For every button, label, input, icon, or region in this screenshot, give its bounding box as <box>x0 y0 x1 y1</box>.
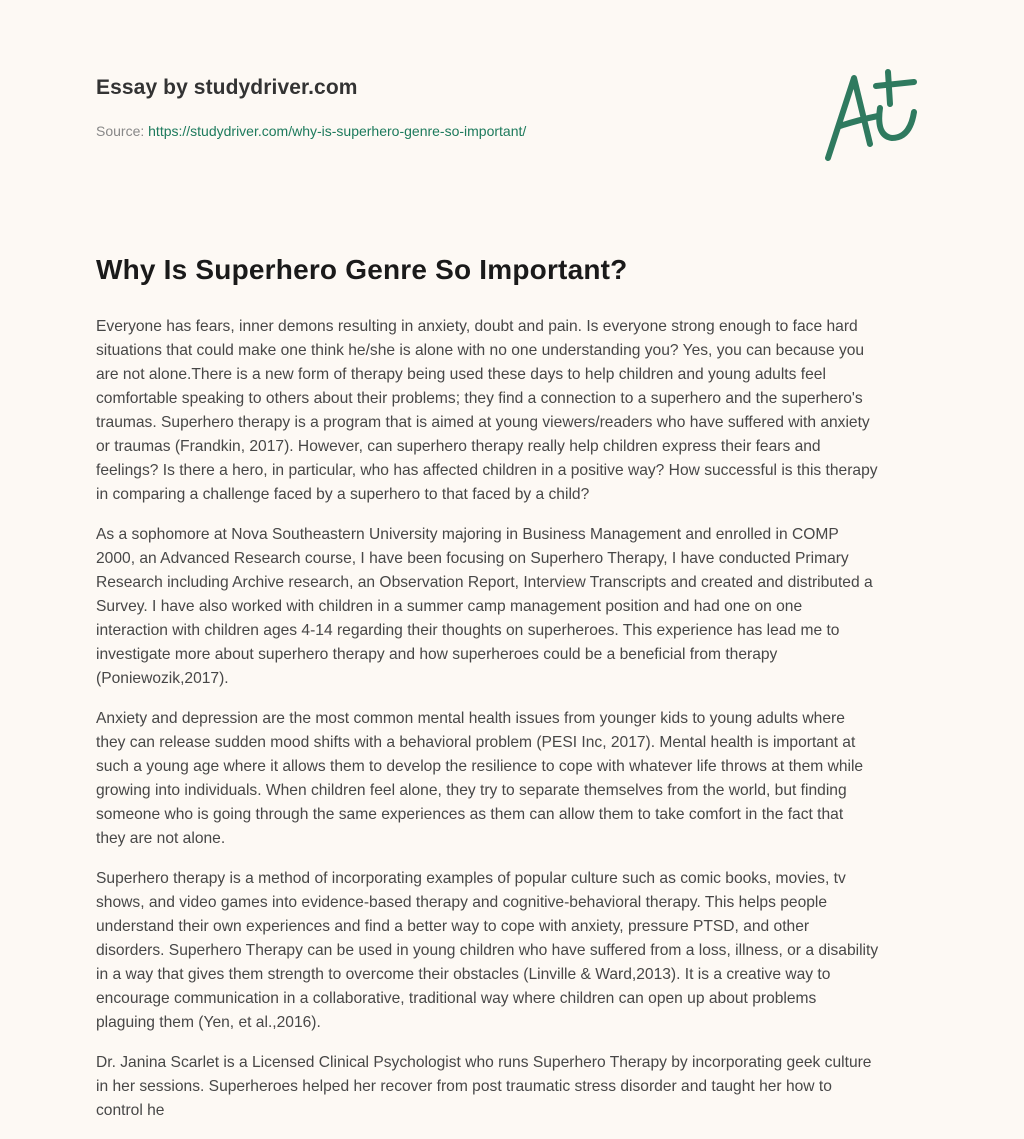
text-line: are not alone.There is a new form of therapy being used these days to help children and young adults feel <box>96 366 826 383</box>
text-line: they can release sudden mood shifts with a behavioral problem (PESI Inc, 2017). Mental health is important at <box>96 734 856 751</box>
source-line <box>96 123 526 139</box>
text-line: in comparing a challenge faced by a superhero to that faced by a child? <box>96 486 590 503</box>
text-line: (Poniewozik,2017). <box>96 670 229 687</box>
essay-body <box>96 315 946 1139</box>
text-line: comfortable speaking to others about their problems; they find a connection to a superhero and the superhero's <box>96 390 863 407</box>
text-line: or traumas (Frandkin, 2017). However, can superhero therapy really help children express their fears and <box>96 438 821 455</box>
text-line: Research including Archive research, an Observation Report, Interview Transcripts and created and distributed a <box>96 574 873 591</box>
text-line: in a way that gives them strength to overcome their obstacles (Linville & Ward,2013). It is a creative way to <box>96 966 831 983</box>
text-line: Superhero therapy is a method of incorporating examples of popular culture such as comic books, movies, tv <box>96 870 846 887</box>
text-line: Dr. Janina Scarlet is a Licensed Clinical Psychologist who runs Superhero Therapy by incorporating geek culture <box>96 1054 872 1071</box>
source-label: Source: <box>96 123 149 139</box>
text-line: interaction with children ages 4-14 regarding their thoughts on superheroes. This experience has lead me to <box>96 622 840 639</box>
paragraph <box>96 315 946 507</box>
text-line: someone who is going through the same experiences as them can allow them to take comfort in the fact that <box>96 806 844 823</box>
text-line: encourage communication in a collaborative, traditional way where children can open up about problems <box>96 990 817 1007</box>
text-line: understand their own experiences and find a better way to cope with anxiety, pressure PTSD, and other <box>96 918 810 935</box>
a-plus-logo-icon <box>818 64 928 168</box>
text-line: plaguing them (Yen, et al.,2016). <box>96 1014 321 1031</box>
text-line: they are not alone. <box>96 830 226 847</box>
text-line: such a young age where it allows them to develop the resilience to cope with whatever life throws at them while <box>96 758 864 775</box>
paragraph <box>96 1051 946 1123</box>
text-line: disorders. Superhero Therapy can be used in young children who have suffered from a loss, illness, or a disability <box>96 942 879 959</box>
text-line: control he <box>96 1102 165 1119</box>
source-link[interactable]: https://studydriver.com/why-is-superhero-genre-so-important/ <box>148 123 527 139</box>
text-line: traumas. Superhero therapy is a program that is aimed at young viewers/readers who have suffered with anxiety <box>96 414 870 431</box>
text-line: Survey. I have also worked with children in a summer camp management position and had one on one <box>96 598 803 615</box>
text-line: in her sessions. Superheroes helped her recover from post traumatic stress disorder and taught her how to <box>96 1078 832 1095</box>
text-line: 2000, an Advanced Research course, I have been focusing on Superhero Therapy, I have conducted Primary <box>96 550 849 567</box>
paragraph <box>96 523 946 691</box>
essay-title: Why Is Superhero Genre So Important? <box>96 254 628 285</box>
text-line: shows, and video games into evidence-based therapy and cognitive-behavioral therapy. This helps people <box>96 894 828 911</box>
site-brand: Essay by studydriver.com <box>96 76 358 99</box>
paragraph <box>96 707 946 851</box>
text-line: As a sophomore at Nova Southeastern University majoring in Business Management and enrolled in COMP <box>96 526 839 543</box>
text-line: growing into individuals. When children feel alone, they try to separate themselves from the world, but finding <box>96 782 847 799</box>
text-line: Everyone has fears, inner demons resulting in anxiety, doubt and pain. Is everyone strong enough to face hard <box>96 318 858 335</box>
text-line: investigate more about superhero therapy and how superheroes could be a beneficial from therapy <box>96 646 778 663</box>
text-line: feelings? Is there a hero, in particular, who has affected children in a positive way? How successful is this therapy <box>96 462 878 479</box>
text-line: Anxiety and depression are the most common mental health issues from younger kids to young adults where <box>96 710 845 727</box>
text-line: situations that could make one think he/she is alone with no one understanding you? Yes, you can because you <box>96 342 865 359</box>
paragraph <box>96 867 946 1035</box>
